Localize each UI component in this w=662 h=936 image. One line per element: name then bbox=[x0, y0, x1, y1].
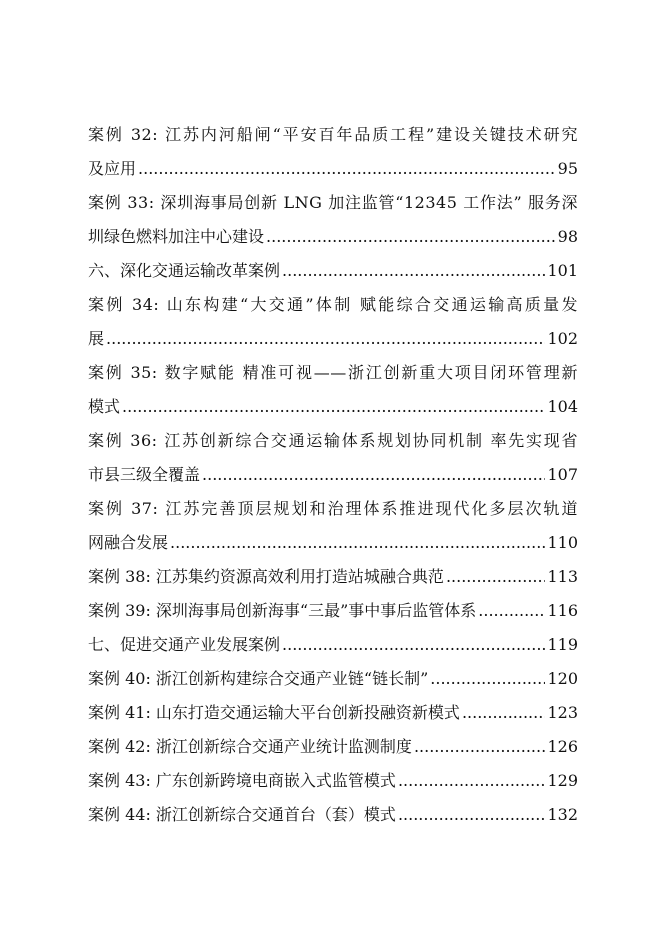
dot-leader bbox=[478, 594, 545, 628]
toc-entry-case-36[interactable] bbox=[88, 424, 578, 492]
toc-entry-title: 案例 36: 江苏创新综合交通运输体系规划协同机制 率先实现省 bbox=[88, 431, 578, 450]
dot-leader bbox=[282, 254, 545, 288]
dot-leader bbox=[398, 764, 546, 798]
dot-leader bbox=[122, 390, 545, 424]
toc-page-number: 102 bbox=[547, 329, 578, 348]
toc-section-7[interactable] bbox=[88, 628, 578, 662]
toc-page-number: 104 bbox=[547, 397, 578, 416]
toc-page-number: 123 bbox=[547, 703, 578, 722]
toc-entry-title: 案例 43: 广东创新跨境电商嵌入式监管模式 bbox=[88, 771, 396, 790]
toc-page-number: 116 bbox=[547, 601, 578, 620]
toc-entry-title: 案例 38: 江苏集约资源高效利用打造站城融合典范 bbox=[88, 567, 444, 586]
dot-leader bbox=[266, 220, 556, 254]
table-of-contents bbox=[88, 118, 578, 832]
dot-leader bbox=[398, 798, 546, 832]
toc-entry-title: 案例 35: 数字赋能 精准可视——浙江创新重大项目闭环管理新 bbox=[88, 363, 578, 382]
dot-leader bbox=[414, 730, 546, 764]
toc-entry-title: 案例 37: 江苏完善顶层规划和治理体系推进现代化多层次轨道 bbox=[88, 499, 578, 518]
toc-entry-title-cont: 模式 bbox=[88, 397, 121, 416]
toc-entry-case-43[interactable] bbox=[88, 764, 578, 798]
toc-entry-case-37[interactable] bbox=[88, 492, 578, 560]
dot-leader bbox=[430, 662, 545, 696]
toc-entry-title-cont: 展 bbox=[88, 329, 105, 348]
toc-page-number: 129 bbox=[547, 771, 578, 790]
dot-leader bbox=[446, 560, 546, 594]
toc-entry-case-32[interactable] bbox=[88, 118, 578, 186]
toc-entry-title-cont: 市县三级全覆盖 bbox=[88, 465, 201, 484]
toc-entry-title-cont: 圳绿色燃料加注中心建设 bbox=[88, 227, 265, 246]
toc-entry-title: 案例 39: 深圳海事局创新海事“三最”事中事后监管体系 bbox=[88, 601, 477, 620]
dot-leader bbox=[462, 696, 546, 730]
toc-section-title: 七、促进交通产业发展案例 bbox=[88, 635, 281, 654]
dot-leader bbox=[138, 152, 556, 186]
toc-entry-title-cont: 网融合发展 bbox=[88, 533, 169, 552]
toc-section-title: 六、深化交通运输改革案例 bbox=[88, 261, 281, 280]
toc-entry-case-34[interactable] bbox=[88, 288, 578, 356]
toc-page-number: 120 bbox=[547, 669, 578, 688]
toc-page-number: 132 bbox=[547, 805, 578, 824]
toc-entry-title: 案例 44: 浙江创新综合交通首台（套）模式 bbox=[88, 805, 396, 824]
toc-page-number: 119 bbox=[547, 635, 578, 654]
toc-page-number: 95 bbox=[557, 159, 578, 178]
toc-entry-title: 案例 41: 山东打造交通运输大平台创新投融资新模式 bbox=[88, 703, 460, 722]
toc-entry-title: 案例 33: 深圳海事局创新 LNG 加注监管“12345 工作法” 服务深 bbox=[88, 193, 578, 212]
toc-entry-title-cont: 及应用 bbox=[88, 159, 137, 178]
toc-page-number: 110 bbox=[547, 533, 578, 552]
toc-page-number: 126 bbox=[547, 737, 578, 756]
dot-leader bbox=[282, 628, 545, 662]
toc-entry-title: 案例 42: 浙江创新综合交通产业统计监测制度 bbox=[88, 737, 412, 756]
toc-entry-case-38[interactable] bbox=[88, 560, 578, 594]
toc-entry-title: 案例 40: 浙江创新构建综合交通产业链“链长制” bbox=[88, 669, 429, 688]
toc-entry-title: 案例 32: 江苏内河船闸“平安百年品质工程”建设关键技术研究 bbox=[88, 125, 578, 144]
toc-entry-case-39[interactable] bbox=[88, 594, 578, 628]
dot-leader bbox=[202, 458, 545, 492]
toc-page-number: 107 bbox=[547, 465, 578, 484]
toc-page-number: 101 bbox=[547, 261, 578, 280]
toc-page-number: 113 bbox=[547, 567, 578, 586]
toc-entry-case-44[interactable] bbox=[88, 798, 578, 832]
dot-leader bbox=[106, 322, 545, 356]
dot-leader bbox=[170, 526, 545, 560]
toc-entry-title: 案例 34: 山东构建“大交通”体制 赋能综合交通运输高质量发 bbox=[88, 295, 578, 314]
toc-entry-case-41[interactable] bbox=[88, 696, 578, 730]
toc-section-6[interactable] bbox=[88, 254, 578, 288]
toc-page-number: 98 bbox=[557, 227, 578, 246]
toc-entry-case-42[interactable] bbox=[88, 730, 578, 764]
toc-entry-case-33[interactable] bbox=[88, 186, 578, 254]
toc-entry-case-35[interactable] bbox=[88, 356, 578, 424]
toc-entry-case-40[interactable] bbox=[88, 662, 578, 696]
